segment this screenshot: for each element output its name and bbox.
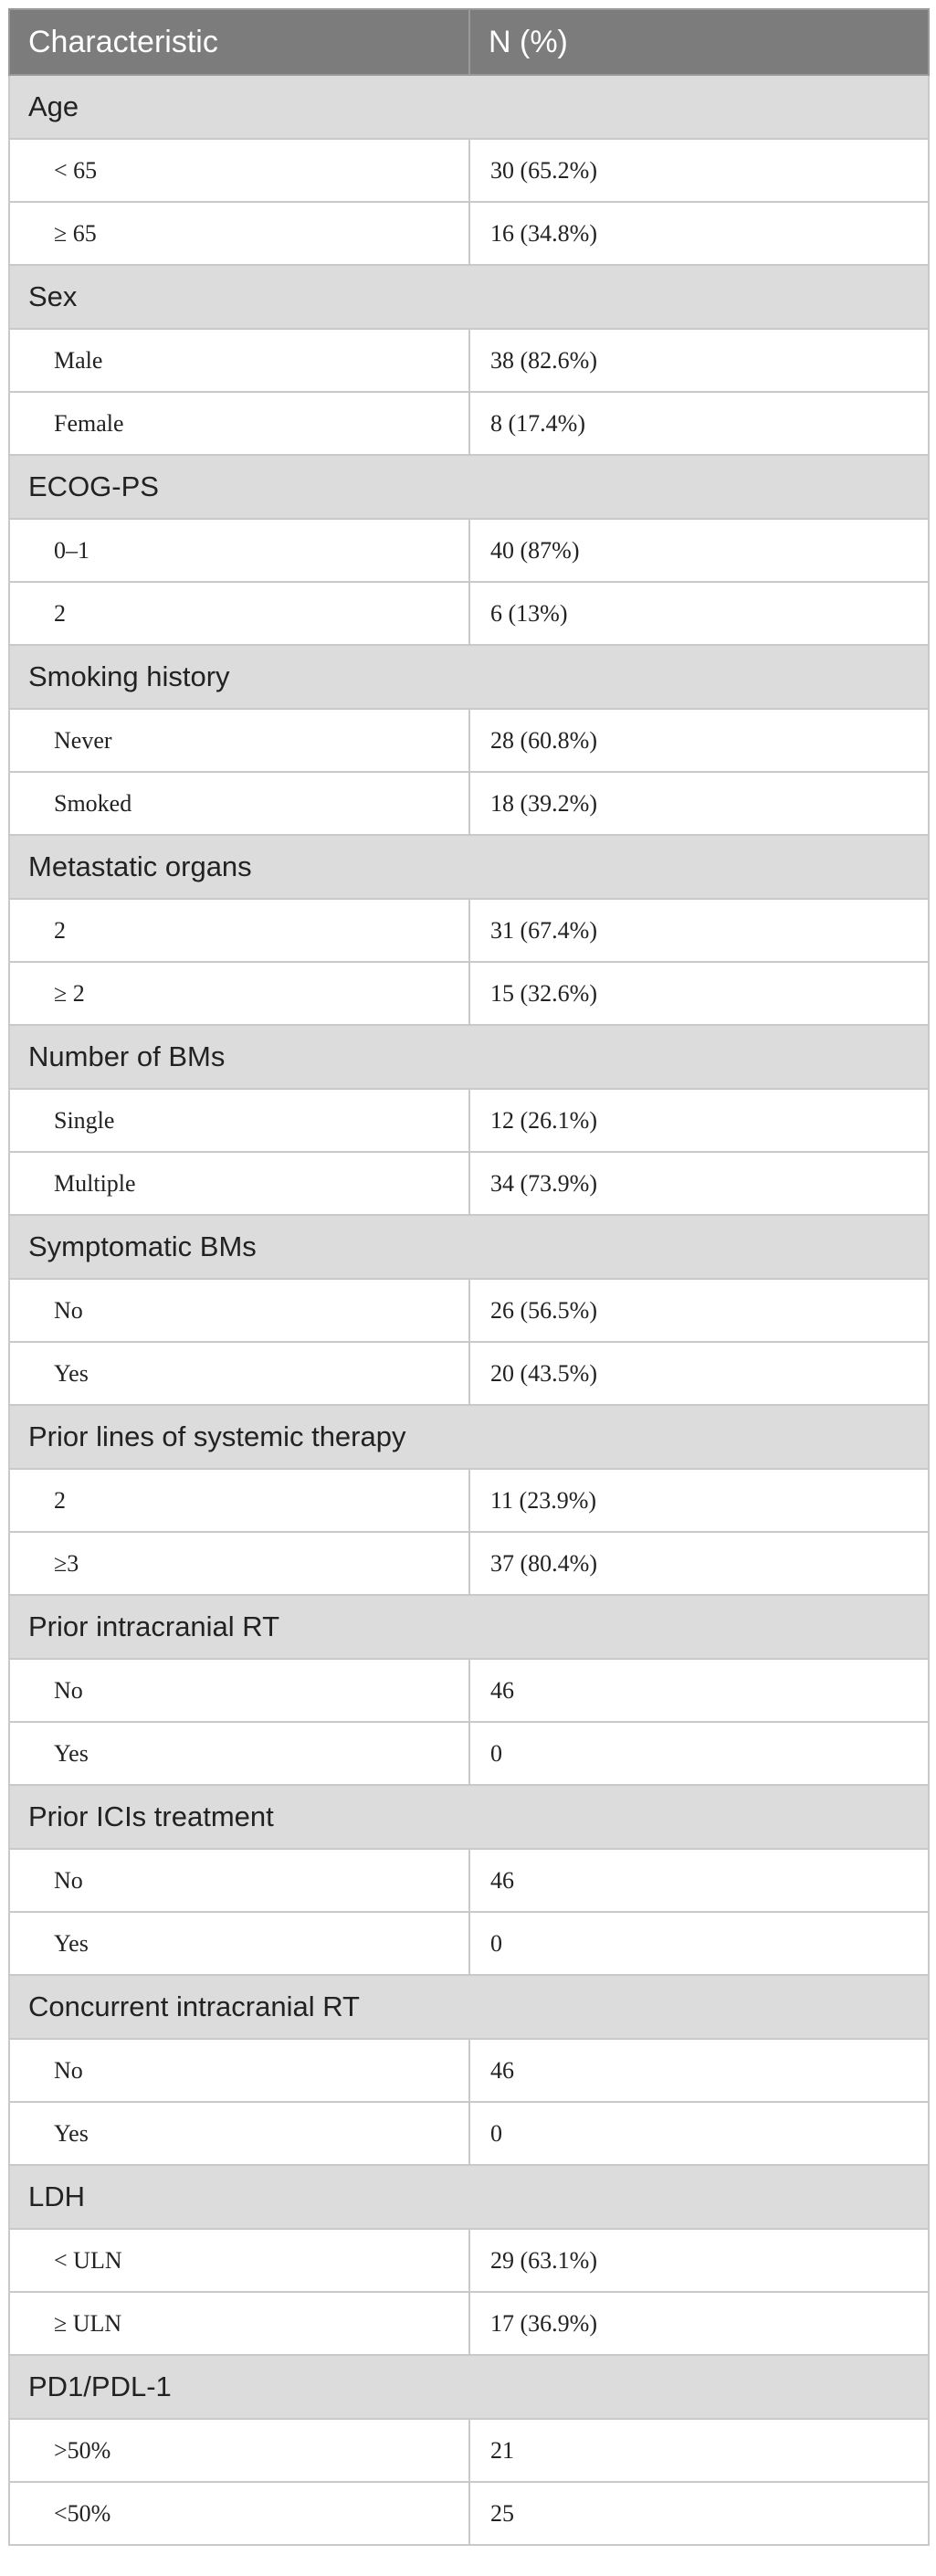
table-row	[9, 899, 929, 962]
group-title: Metastatic organs	[9, 835, 929, 899]
row-value: 30 (65.2%)	[469, 139, 929, 202]
table-row	[9, 329, 929, 392]
row-value: 8 (17.4%)	[469, 392, 929, 455]
group-row	[9, 2165, 929, 2229]
group-title: PD1/PDL-1	[9, 2355, 929, 2419]
group-row	[9, 455, 929, 519]
row-value: 29 (63.1%)	[469, 2229, 929, 2292]
row-label: Smoked	[9, 772, 469, 835]
table-header	[9, 9, 929, 75]
group-title: Prior ICIs treatment	[9, 1785, 929, 1849]
row-label: No	[9, 2039, 469, 2102]
table-row	[9, 709, 929, 772]
group-title: Concurrent intracranial RT	[9, 1975, 929, 2039]
row-label: Yes	[9, 1912, 469, 1975]
row-value: 0	[469, 1722, 929, 1785]
table-row	[9, 2419, 929, 2482]
group-title: Prior intracranial RT	[9, 1595, 929, 1659]
table-row	[9, 392, 929, 455]
column-header-n-percent: N (%)	[469, 9, 929, 75]
table-row	[9, 1912, 929, 1975]
table-row	[9, 1659, 929, 1722]
table-row	[9, 962, 929, 1025]
row-label: Female	[9, 392, 469, 455]
table-row	[9, 2482, 929, 2545]
characteristics-table	[8, 8, 930, 2546]
row-label: No	[9, 1279, 469, 1342]
group-title: Symptomatic BMs	[9, 1215, 929, 1279]
table-row	[9, 139, 929, 202]
group-title: LDH	[9, 2165, 929, 2229]
row-value: 12 (26.1%)	[469, 1089, 929, 1152]
table-row	[9, 1089, 929, 1152]
row-label: < 65	[9, 139, 469, 202]
row-value: 0	[469, 1912, 929, 1975]
group-row	[9, 1595, 929, 1659]
row-value: 16 (34.8%)	[469, 202, 929, 265]
group-row	[9, 1215, 929, 1279]
group-title: ECOG-PS	[9, 455, 929, 519]
row-label: Yes	[9, 1722, 469, 1785]
row-label: Single	[9, 1089, 469, 1152]
row-label: ≥ 2	[9, 962, 469, 1025]
table-row	[9, 1532, 929, 1595]
group-row	[9, 1785, 929, 1849]
row-value: 37 (80.4%)	[469, 1532, 929, 1595]
table-row	[9, 1279, 929, 1342]
row-value: 21	[469, 2419, 929, 2482]
row-value: 46	[469, 1849, 929, 1912]
table-row	[9, 1152, 929, 1215]
group-row	[9, 265, 929, 329]
group-row	[9, 645, 929, 709]
row-value: 28 (60.8%)	[469, 709, 929, 772]
group-title: Prior lines of systemic therapy	[9, 1405, 929, 1469]
row-value: 46	[469, 1659, 929, 1722]
group-row	[9, 1405, 929, 1469]
table-row	[9, 2292, 929, 2355]
row-label: Male	[9, 329, 469, 392]
table-row	[9, 2102, 929, 2165]
row-value: 0	[469, 2102, 929, 2165]
row-label: 0–1	[9, 519, 469, 582]
table-row	[9, 772, 929, 835]
row-value: 38 (82.6%)	[469, 329, 929, 392]
row-label: < ULN	[9, 2229, 469, 2292]
row-label: 2	[9, 1469, 469, 1532]
row-label: No	[9, 1659, 469, 1722]
row-label: <50%	[9, 2482, 469, 2545]
group-title: Age	[9, 75, 929, 139]
table-row	[9, 1469, 929, 1532]
row-value: 26 (56.5%)	[469, 1279, 929, 1342]
table-row	[9, 1722, 929, 1785]
row-value: 6 (13%)	[469, 582, 929, 645]
row-label: No	[9, 1849, 469, 1912]
row-value: 11 (23.9%)	[469, 1469, 929, 1532]
row-label: Multiple	[9, 1152, 469, 1215]
row-value: 46	[469, 2039, 929, 2102]
group-title: Sex	[9, 265, 929, 329]
row-label: Yes	[9, 1342, 469, 1405]
table-row	[9, 1342, 929, 1405]
row-label: 2	[9, 899, 469, 962]
row-label: >50%	[9, 2419, 469, 2482]
row-value: 17 (36.9%)	[469, 2292, 929, 2355]
table-row	[9, 202, 929, 265]
group-title: Number of BMs	[9, 1025, 929, 1089]
row-label: Never	[9, 709, 469, 772]
table-row	[9, 582, 929, 645]
group-row	[9, 835, 929, 899]
row-label: ≥3	[9, 1532, 469, 1595]
group-row	[9, 2355, 929, 2419]
row-label: Yes	[9, 2102, 469, 2165]
table-body	[9, 75, 929, 2545]
column-header-characteristic: Characteristic	[9, 9, 469, 75]
group-row	[9, 75, 929, 139]
row-value: 40 (87%)	[469, 519, 929, 582]
row-value: 25	[469, 2482, 929, 2545]
header-row	[9, 9, 929, 75]
row-value: 15 (32.6%)	[469, 962, 929, 1025]
group-row	[9, 1975, 929, 2039]
row-value: 34 (73.9%)	[469, 1152, 929, 1215]
group-row	[9, 1025, 929, 1089]
row-label: ≥ 65	[9, 202, 469, 265]
row-value: 18 (39.2%)	[469, 772, 929, 835]
table-row	[9, 519, 929, 582]
row-value: 20 (43.5%)	[469, 1342, 929, 1405]
row-label: 2	[9, 582, 469, 645]
row-label: ≥ ULN	[9, 2292, 469, 2355]
row-value: 31 (67.4%)	[469, 899, 929, 962]
table-row	[9, 1849, 929, 1912]
group-title: Smoking history	[9, 645, 929, 709]
table-row	[9, 2229, 929, 2292]
table-row	[9, 2039, 929, 2102]
